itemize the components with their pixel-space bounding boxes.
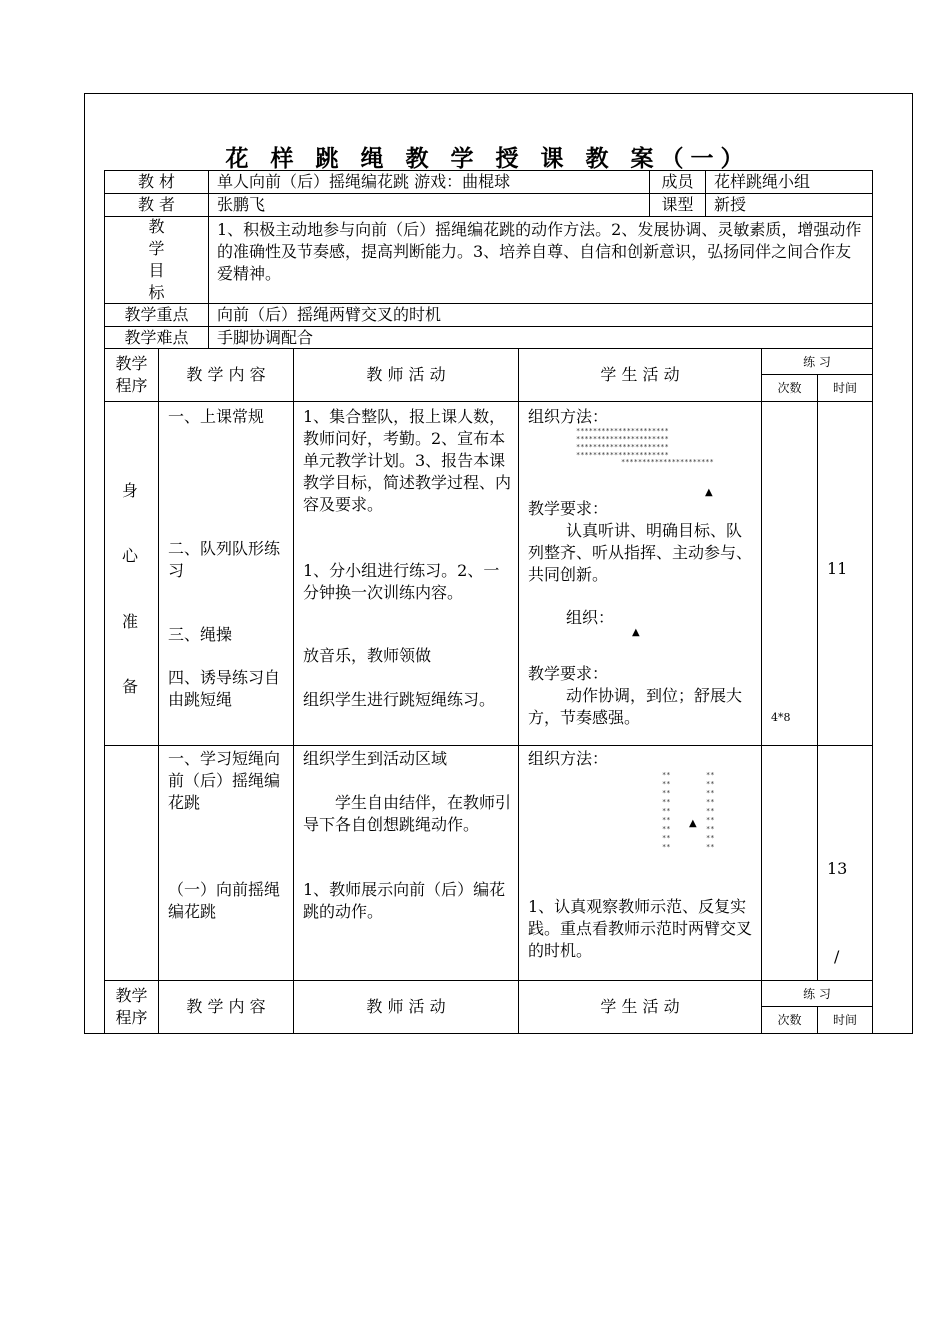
stage-cell-2 <box>104 745 159 981</box>
page-title: 花 样 跳 绳 教 学 授 课 教 案（一） <box>225 145 751 172</box>
count-cell <box>761 401 818 746</box>
material-label: 教 材 <box>104 170 209 194</box>
formation-stars: ** <box>706 807 715 815</box>
goals-text: 1、积极主动地参与向前（后）摇绳编花跳的动作方法。2、发展协调、灵敏素质，增强动作的准确性及节奏感，提高判断能力。3、培养自尊、自信和创新意识，弘扬同伴之间合作友爱精神。 <box>208 216 873 304</box>
goal-label-char: 教 <box>148 217 165 236</box>
goal-label-char: 学 <box>148 239 165 258</box>
count-cell-2 <box>761 745 818 981</box>
col-content: 教 学 内 容 <box>158 980 294 1034</box>
formation-stars: ** <box>662 816 671 824</box>
content-item: 一、学习短绳向前（后）摇绳编花跳 <box>168 749 281 812</box>
student-cell-2 <box>518 745 762 981</box>
focus-label: 教学重点 <box>104 303 209 327</box>
content-item: 三、绳操 <box>168 625 233 644</box>
col-student: 学 生 活 动 <box>518 348 762 402</box>
time-mark: / <box>834 947 840 966</box>
student-req-label: 教学要求： <box>528 664 609 683</box>
formation-stars: ** <box>706 798 715 806</box>
teacher-value: 张鹏飞 <box>208 193 650 217</box>
goal-label <box>104 216 209 304</box>
formation-stars: ** <box>662 834 671 842</box>
formation-stars: ** <box>706 825 715 833</box>
formation-stars: ** <box>662 843 671 851</box>
col-procedure: 教学程序 <box>104 348 159 402</box>
teacher-block: 1、教师展示向前（后）编花跳的动作。 <box>303 880 506 921</box>
time-cell-2 <box>817 745 873 981</box>
col-content: 教 学 内 容 <box>158 348 294 402</box>
formation-stars: ** <box>662 771 671 779</box>
formation-stars: ** <box>706 789 715 797</box>
formation-stars: ********************** <box>576 427 669 435</box>
student-cell <box>518 401 762 746</box>
teacher-block: 学生自由结伴，在教师引导下各自创想跳绳动作。 <box>303 793 512 834</box>
stage-char: 心 <box>122 546 139 565</box>
content-item: 二、队列队形练习 <box>168 539 281 580</box>
formation-stars: ** <box>706 771 715 779</box>
col-procedure: 教学程序 <box>104 980 159 1034</box>
col-teacher: 教 师 活 动 <box>293 980 519 1034</box>
col-time: 时间 <box>817 1006 873 1034</box>
formation-stars: ********************** <box>621 458 714 466</box>
member-value: 花样跳绳小组 <box>705 170 873 194</box>
content-item: （一）向前摇绳编花跳 <box>168 880 281 921</box>
col-teacher: 教 师 活 动 <box>293 348 519 402</box>
teacher-label: 教 者 <box>104 193 209 217</box>
formation-stars: ** <box>706 780 715 788</box>
teacher-block: 放音乐，教师领做 <box>303 646 432 665</box>
formation-stars: ** <box>706 816 715 824</box>
formation-stars: ** <box>662 780 671 788</box>
col-practice: 练 习 <box>761 980 873 1007</box>
formation-stars: ** <box>706 843 715 851</box>
formation-stars: ********************** <box>576 451 669 459</box>
formation-stars: ** <box>662 825 671 833</box>
teacher-marker-icon: ▲ <box>689 818 697 829</box>
col-practice: 练 习 <box>761 348 873 375</box>
formation-stars: ********************** <box>576 443 669 451</box>
student-org-label: 组织方法： <box>528 407 609 426</box>
formation-stars: ** <box>662 798 671 806</box>
difficulty-value: 手脚协调配合 <box>208 326 873 349</box>
teacher-block: 组织学生进行跳短绳练习。 <box>303 690 496 709</box>
time-cell <box>817 401 873 746</box>
student-req: 认真听讲、明确目标、队列整齐、听从指挥、主动参与、共同创新。 <box>528 521 753 584</box>
count-value: 4*8 <box>771 711 791 724</box>
stage-char: 准 <box>122 612 139 631</box>
stage-cell <box>104 401 159 746</box>
student-org-label: 组织方法： <box>528 749 609 768</box>
content-cell-2 <box>158 745 294 981</box>
stage-char: 备 <box>122 677 139 696</box>
goal-label-char: 标 <box>148 283 165 302</box>
content-item: 四、诱导练习自由跳短绳 <box>168 668 281 709</box>
goal-label-char: 目 <box>148 261 165 280</box>
formation-stars: ** <box>662 807 671 815</box>
formation-stars: ********************** <box>576 435 669 443</box>
student-org2-label: 组织： <box>566 608 615 627</box>
content-item: 一、上课常规 <box>168 407 265 426</box>
material-value: 单人向前（后）摇绳编花跳 游戏：曲棍球 <box>208 170 650 194</box>
stage-char: 身 <box>122 481 139 500</box>
difficulty-label: 教学难点 <box>104 326 209 349</box>
focus-value: 向前（后）摇绳两臂交叉的时机 <box>208 303 873 327</box>
time-value: 13 <box>827 859 848 878</box>
col-time: 时间 <box>817 374 873 402</box>
time-value: 11 <box>827 559 848 578</box>
content-cell <box>158 401 294 746</box>
col-count: 次数 <box>761 374 818 402</box>
student-req: 动作协调，到位；舒展大方，节奏感强。 <box>528 686 743 727</box>
formation-stars: ** <box>706 834 715 842</box>
teacher-block: 组织学生到活动区域 <box>303 749 448 768</box>
col-count: 次数 <box>761 1006 818 1034</box>
teacher-block: 1、集合整队，报上课人数，教师问好，考勤。2、宣布本单元教学计划。3、报告本课教学目标，简述教学过程、内容及要求。 <box>303 407 512 514</box>
formation-stars: ** <box>662 789 671 797</box>
teacher-cell-2 <box>293 745 519 981</box>
teacher-marker-icon: ▲ <box>705 487 713 498</box>
col-student: 学 生 活 动 <box>518 980 762 1034</box>
teacher-marker-icon: ▲ <box>632 627 640 638</box>
type-label: 课型 <box>649 193 706 217</box>
teacher-cell <box>293 401 519 746</box>
type-value: 新授 <box>705 193 873 217</box>
student-text: 1、认真观察教师示范、反复实践。重点看教师示范时两臂交叉的时机。 <box>528 897 753 960</box>
teacher-block: 1、分小组进行练习。2、一分钟换一次训练内容。 <box>303 561 500 602</box>
member-label: 成员 <box>649 170 706 194</box>
student-req-label: 教学要求： <box>528 499 609 518</box>
